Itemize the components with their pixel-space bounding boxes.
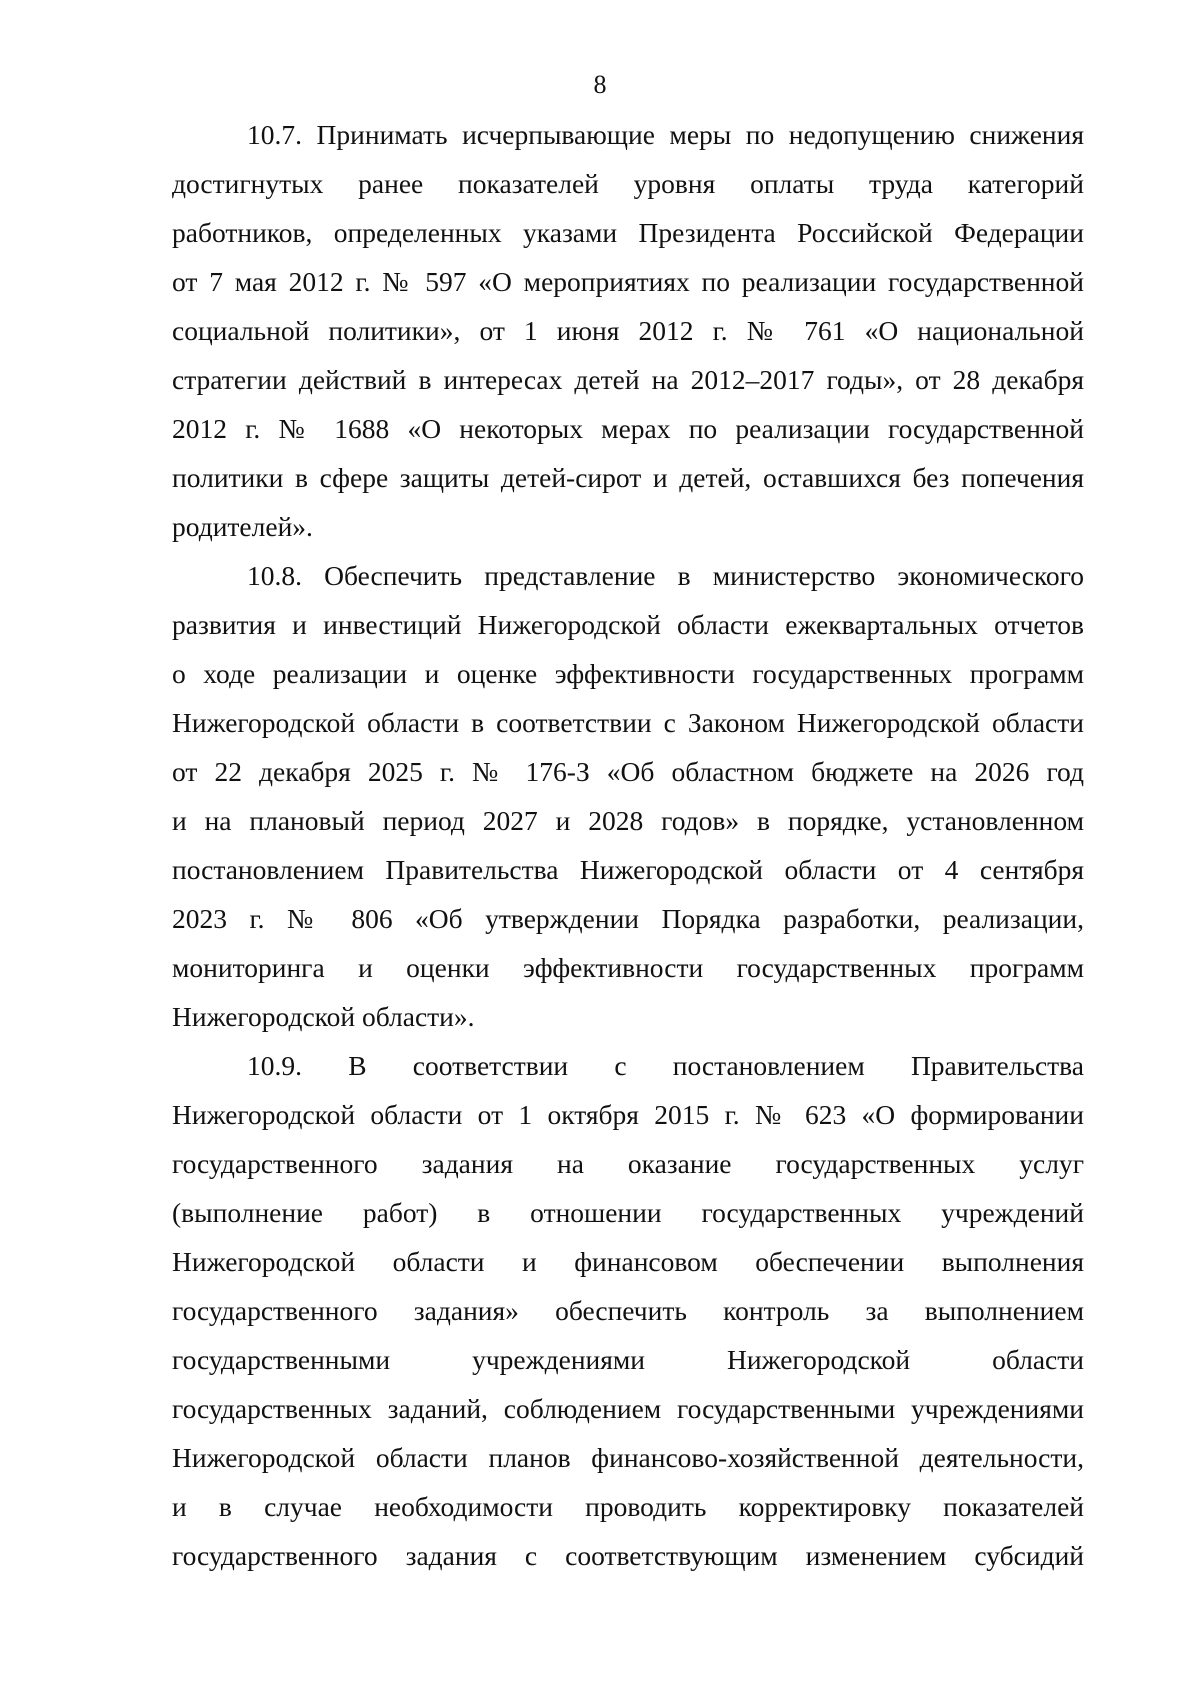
page-number: 8: [593, 70, 607, 99]
paragraph-line: мониторинга и оценки эффективности государственных программ: [172, 952, 1084, 983]
paragraph-line: социальной политики», от 1 июня 2012 г. № 761 «О национальной: [172, 315, 1084, 346]
paragraph-line: 10.9. В соответствии с постановлением Правительства: [247, 1050, 1084, 1081]
paragraph-line: работников, определенных указами Президента Российской Федерации: [172, 217, 1084, 248]
paragraph-line: стратегии действий в интересах детей на 2012–2017 годы», от 28 декабря: [172, 364, 1084, 395]
paragraph-line: и на плановый период 2027 и 2028 годов» в порядке, установленном: [172, 805, 1084, 836]
paragraph-line: и в случае необходимости проводить корректировку показателей: [172, 1491, 1084, 1522]
paragraph-line: достигнутых ранее показателей уровня оплаты труда категорий: [172, 168, 1084, 199]
paragraph-line: Нижегородской области в соответствии с Законом Нижегородской области: [172, 707, 1084, 738]
document-body: [172, 110, 1084, 1580]
paragraph-line: 2023 г. № 806 «Об утверждении Порядка разработки, реализации,: [172, 903, 1084, 934]
paragraph-line: Нижегородской области планов финансово-хозяйственной деятельности,: [172, 1442, 1084, 1473]
paragraph-line: государственного задания» обеспечить контроль за выполнением: [172, 1295, 1084, 1326]
paragraph-line: 10.7. Принимать исчерпывающие меры по недопущению снижения: [247, 119, 1084, 150]
paragraph-line: государственных заданий, соблюдением государственными учреждениями: [172, 1393, 1084, 1424]
paragraph-line: (выполнение работ) в отношении государственных учреждений: [172, 1197, 1084, 1228]
paragraph-10-9: [172, 1041, 1084, 1580]
paragraph-line: государственного задания с соответствующим изменением субсидий: [172, 1540, 1084, 1571]
paragraph-line: 10.8. Обеспечить представление в министерство экономического: [247, 560, 1084, 591]
paragraph-line: Нижегородской области».: [172, 1001, 475, 1032]
paragraph-line: от 22 декабря 2025 г. № 176-З «Об областном бюджете на 2026 год: [172, 756, 1084, 787]
paragraph-10-8: [172, 551, 1084, 1041]
paragraph-line: государственными учреждениями Нижегородской области: [172, 1344, 1084, 1375]
paragraph-line: постановлением Правительства Нижегородской области от 4 сентября: [172, 854, 1084, 885]
paragraph-line: Нижегородской области и финансовом обеспечении выполнения: [172, 1246, 1084, 1277]
paragraph-line: развития и инвестиций Нижегородской области ежеквартальных отчетов: [172, 609, 1084, 640]
paragraph-line: Нижегородской области от 1 октября 2015 г. № 623 «О формировании: [172, 1099, 1084, 1130]
paragraph-line: 2012 г. № 1688 «О некоторых мерах по реализации государственной: [172, 413, 1084, 444]
paragraph-line: от 7 мая 2012 г. № 597 «О мероприятиях по реализации государственной: [172, 266, 1084, 297]
paragraph-line: родителей».: [172, 511, 313, 542]
paragraph-line: государственного задания на оказание государственных услуг: [172, 1148, 1084, 1179]
paragraph-line: политики в сфере защиты детей-сирот и детей, оставшихся без попечения: [172, 462, 1084, 493]
paragraph-line: о ходе реализации и оценке эффективности государственных программ: [172, 658, 1084, 689]
paragraph-10-7: [172, 110, 1084, 551]
